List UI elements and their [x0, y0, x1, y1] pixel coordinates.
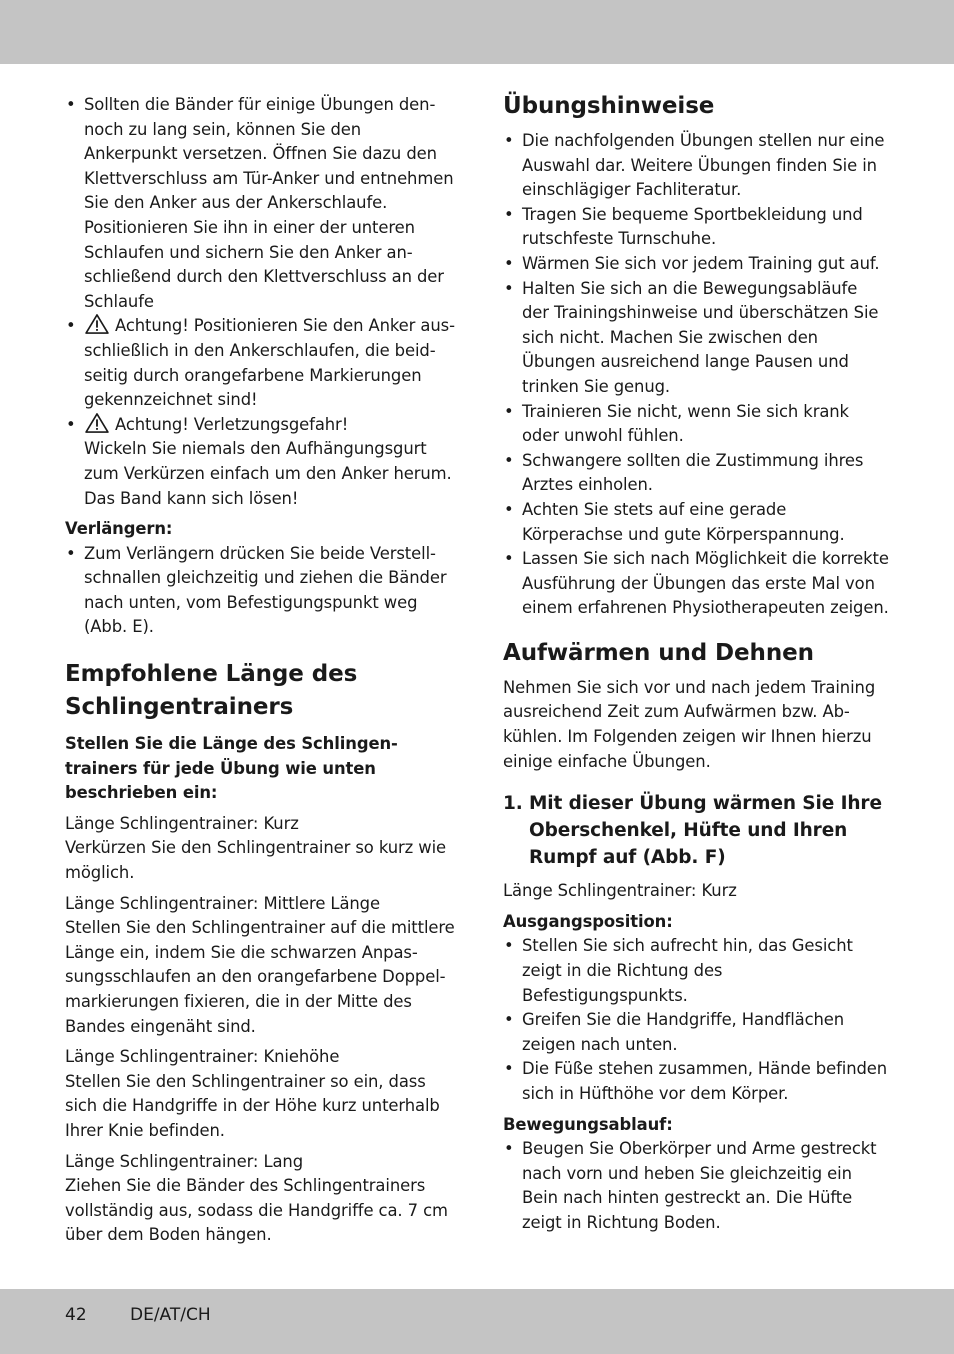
ablauf-list — [503, 1137, 889, 1235]
ausgang-heading: Ausgangsposition: — [503, 911, 673, 931]
verlaengern-list — [65, 542, 457, 640]
list-item: • Trainieren Sie nicht, wenn Sie sich krank oder unwohl fühlen. — [503, 400, 889, 449]
length-block — [65, 812, 457, 886]
length-label: Länge Schlingentrainer: Kurz — [65, 813, 299, 833]
list-item: • Greifen Sie die Handgriffe, Handflächen zeigen nach unten. — [503, 1008, 889, 1057]
list-item: • Lassen Sie sich nach Möglichkeit die korrekte Ausführung der Übungen das erste Mal von einem erfahrenen Physiotherapeuten zeigen. — [503, 547, 889, 621]
length-block — [65, 1150, 457, 1248]
list-item: • Die nachfolgenden Übungen stellen nur eine Auswahl dar. Weitere Übungen finden Sie in einschlägiger Fachliteratur. — [503, 129, 889, 203]
locale-label: DE/AT/CH — [130, 1305, 211, 1325]
aufwaermen-text: Nehmen Sie sich vor und nach jedem Training ausreichend Zeit zum Aufwärmen bzw. Ab- kühlen. Im Folgenden zeigen wir Ihnen hierzu einige einfache Übungen. — [503, 677, 876, 771]
warning-text: Achtung! Positionieren Sie den Anker aus- schließlich in den Ankerschlaufen, die beid- seitig durch orangefarbene Markierungen gekennzeichnet sind! — [84, 316, 455, 410]
length-block — [65, 892, 457, 1040]
list-item: • Beugen Sie Oberkörper und Arme gestreckt nach vorn und heben Sie gleichzeitig ein Bein nach hinten gestreckt an. Die Hüfte zeigt in Richtung Boden. — [503, 1137, 889, 1235]
length-label: Länge Schlingentrainer: Lang — [65, 1151, 304, 1171]
exercise-number: 1. — [503, 793, 523, 815]
list-item: • Zum Verlängern drücken Sie beide Verstell- schnallen gleichzeitig und ziehen die Bänder nach unten, vom Befestigungspunkt weg (Abb. E). — [65, 542, 457, 640]
exercise-length: Länge Schlingentrainer: Kurz — [503, 881, 737, 901]
section-title: Empfohlene Länge des Schlingentrainers — [65, 661, 358, 721]
page-number: 42 — [65, 1305, 87, 1325]
warning-triangle-icon — [84, 413, 110, 433]
left-column — [65, 93, 457, 1248]
length-text: Stellen Sie den Schlingentrainer auf die mittlere Länge ein, indem Sie die schwarzen Anpas- sungsschlaufen an den orangefarbene Doppel- markierungen fixieren, die in der Mitte des Bandes eingenäht sind. — [65, 918, 455, 1036]
list-item: • Achten Sie stets auf eine gerade Körperachse und gute Körperspannung. — [503, 498, 889, 547]
right-column — [503, 90, 889, 1236]
length-block — [65, 1045, 457, 1143]
length-label: Länge Schlingentrainer: Mittlere Länge — [65, 893, 380, 913]
verlaengern-heading: Verlängern: — [65, 519, 173, 539]
list-item: • Halten Sie sich an die Bewegungsabläufe der Trainingshinweise und überschätzen Sie sich nicht. Machen Sie zwischen den Übungen ausreichend lange Pausen und trinken Sie genug. — [503, 277, 889, 400]
bullet-text: Positionieren Sie ihn in einer der unteren Schlaufen und sichern Sie den Anker an- schließend durch den Klettverschluss an der Schlaufe — [84, 217, 444, 311]
list-item: • Wärmen Sie sich vor jedem Training gut auf. — [503, 252, 889, 277]
exercise-title: Mit dieser Übung wärmen Sie Ihre Oberschenkel, Hüfte und Ihren Rumpf auf (Abb. F) — [529, 793, 882, 869]
warning-item — [65, 413, 457, 511]
list-item: • Tragen Sie bequeme Sportbekleidung und rutschfeste Turnschuhe. — [503, 203, 889, 252]
length-label: Länge Schlingentrainer: Kniehöhe — [65, 1047, 340, 1067]
warning-triangle-icon — [84, 314, 110, 334]
hinweise-list — [503, 129, 889, 621]
list-item: • Die Füße stehen zusammen, Hände befinden sich in Hüfthöhe vor dem Körper. — [503, 1057, 889, 1106]
list-item: • Stellen Sie sich aufrecht hin, das Gesicht zeigt in die Richtung des Befestigungspunkts. — [503, 934, 889, 1008]
length-text: Verkürzen Sie den Schlingentrainer so kurz wie möglich. — [65, 838, 447, 883]
warning-title: Achtung! Verletzungsgefahr! — [115, 414, 349, 434]
anchor-bullets — [65, 93, 457, 511]
ausgang-list — [503, 934, 889, 1106]
length-text: Stellen Sie den Schlingentrainer so ein, dass sich die Handgriffe in der Höhe kurz unterhalb Ihrer Knie befinden. — [65, 1071, 440, 1140]
list-item — [65, 93, 457, 314]
header-bar — [0, 0, 954, 64]
list-item: • Schwangere sollten die Zustimmung ihres Arztes einholen. — [503, 449, 889, 498]
section-intro: Stellen Sie die Länge des Schlingen- trainers für jede Übung wie unten beschrieben ein: — [65, 734, 398, 803]
footer-bar — [0, 1289, 954, 1354]
length-text: Ziehen Sie die Bänder des Schlingentrainers vollständig aus, sodass die Handgriffe ca. 7 cm über dem Boden hängen. — [65, 1176, 448, 1245]
exercise-heading — [503, 790, 889, 871]
hinweise-title: Übungshinweise — [503, 93, 715, 119]
bullet-text: Sollten die Bänder für einige Übungen den- noch zu lang sein, können Sie den Ankerpunkt versetzen. Öffnen Sie dazu den Klettverschluss am Tür-Anker und entnehmen Sie den Anker aus der Ankerschlaufe. — [84, 95, 454, 213]
warning-item — [65, 314, 457, 412]
aufwaermen-title: Aufwärmen und Dehnen — [503, 639, 814, 666]
ablauf-heading: Bewegungsablauf: — [503, 1114, 673, 1134]
warning-text: Wickeln Sie niemals den Aufhängungsgurt zum Verkürzen einfach um den Anker herum. Das Band kann sich lösen! — [84, 439, 452, 508]
